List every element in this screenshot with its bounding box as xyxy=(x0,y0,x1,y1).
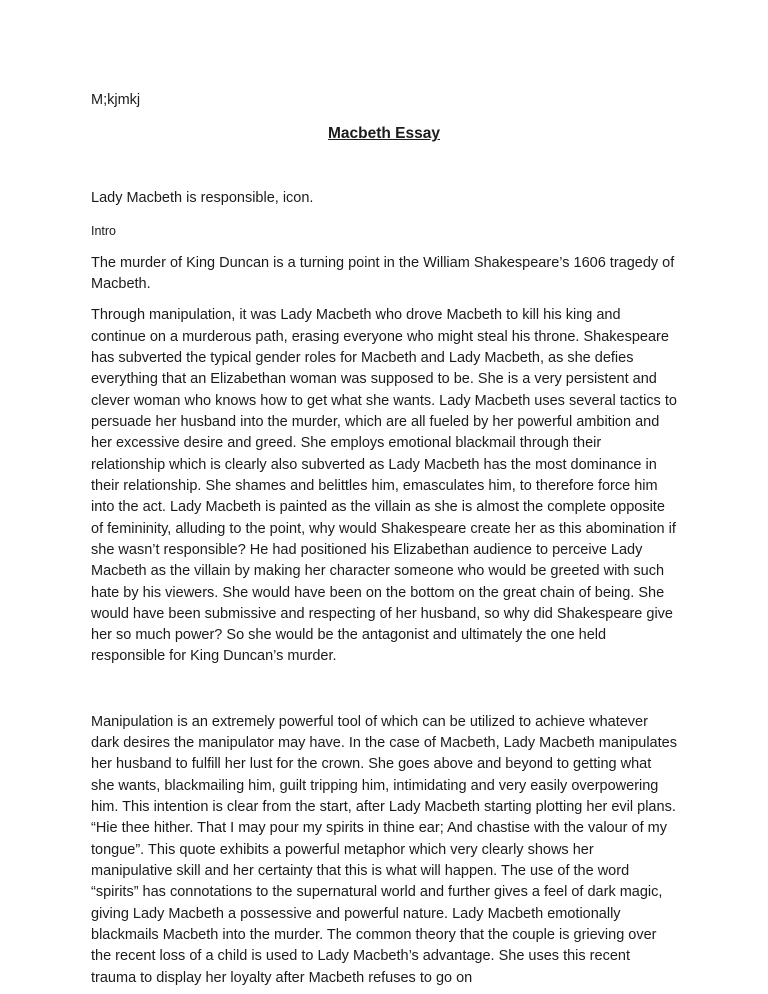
paragraph-intro: Through manipulation, it was Lady Macbeth who drove Macbeth to kill his king and continue on a murderous path, erasing everyone who might steal his throne. Shakespeare has subverted the typical gender roles for Macbeth and Lady Macbeth, as she defies everything that an Elizabethan woman was supposed to be. She is a very persistent and clever woman who knows how to get what she wants. Lady Macbeth uses several tactics to persuade her husband into the murder, which are all fueled by her powerful ambition and her excessive desire and greed. She employs emotional blackmail through their relationship which is clearly also subverted as Lady Macbeth has the most dominance in their relationship. She shames and belittles him, emasculates him, to therefore force him into the act. Lady Macbeth is painted as the villain as she is almost the complete opposite of femininity, alluding to the point, why would Shakespeare create her as this abomination if she wasn’t responsible? He had positioned his Elizabethan audience to perceive Lady Macbeth as the villain by making her character someone who would be greeted with such hate by his viewers. She would have been on the bottom on the great chain of being. She would have been submissive and respecting of her husband, so why did Shakespeare give her so much power? So she would be the antagonist and ultimately the one held responsible for King Duncan’s murder. xyxy=(91,307,677,665)
thesis-line: Lady Macbeth is responsible, icon. xyxy=(91,189,314,206)
header-text: M;kjmkj xyxy=(91,92,141,108)
paragraph-opening: The murder of King Duncan is a turning point in the William Shakespeare’s 1606 tragedy of Macbeth. xyxy=(91,254,675,293)
document-title: Macbeth Essay xyxy=(328,125,440,143)
intro-label: Intro xyxy=(91,223,117,238)
paragraph-manipulation: Manipulation is an extremely powerful tool of which can be utilized to achieve whatever dark desires the manipulator may have. In the case of Macbeth, Lady Macbeth manipulates her husband to fulfill her lust for the crown. She goes above and beyond to getting what she wants, blackmailing him, guilt tripping him, intimidating and very easily overpowering him. This intention is clear from the start, after Lady Macbeth starting plotting her evil plans. “Hie thee hither. That I may pour my spirits in thine ear; And chastise with the valour of my tongue”. This quote exhibits a powerful metaphor which very clearly shows her manipulative skill and her certainty that this is what will happen. The use of the word “spirits” has connotations to the supernatural world and further gives a feel of dark magic, giving Lady Macbeth a possessive and powerful nature. Lady Macbeth emotionally blackmails Macbeth into the murder. The common theory that the couple is grieving over the recent loss of a child is used to Lady Macbeth’s advantage. She uses this recent trauma to display her loyalty after Macbeth refuses to go on xyxy=(91,713,677,986)
